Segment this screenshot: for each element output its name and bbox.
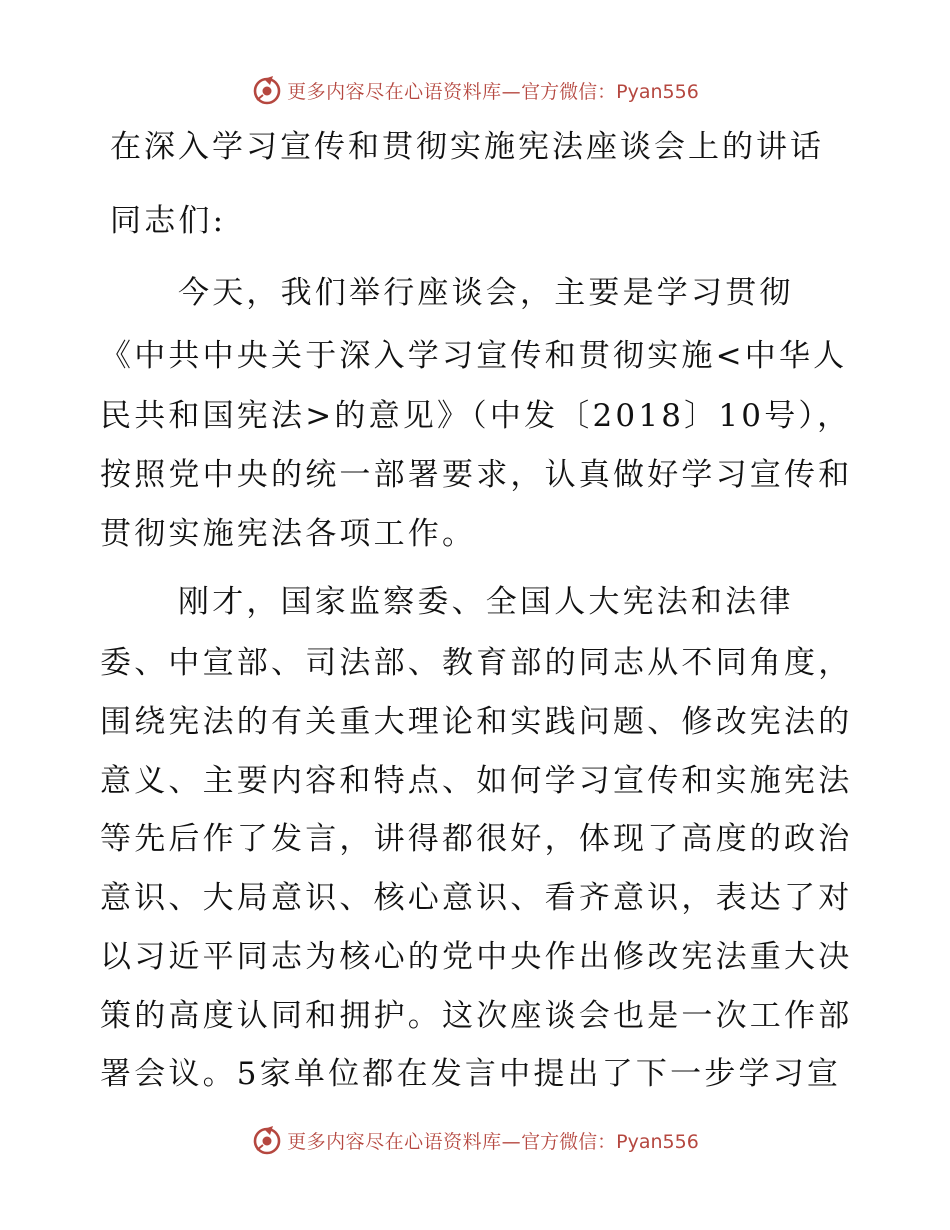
paragraph-2-line: 委、中宣部、司法部、教育部的同志从不同角度， <box>100 645 853 681</box>
watermark-text: 更多内容尽在心语资料库— <box>287 80 522 103</box>
paragraph-1-line: 贯彻实施宪法各项工作。 <box>100 516 477 552</box>
paragraph-1-line: 按照党中央的统一部署要求，认真做好学习宣传和 <box>100 457 853 493</box>
paragraph-2-line: 围绕宪法的有关重大理论和实践问题、修改宪法的 <box>100 704 853 740</box>
paragraph-1-line: 民共和国宪法>的意见》（中发〔2018〕10号）， <box>100 398 852 434</box>
paragraph-2-line: 策的高度认同和拥护。这次座谈会也是一次工作部 <box>100 998 853 1034</box>
paragraph-2-line: 以习近平同志为核心的党中央作出修改宪法重大决 <box>100 939 853 975</box>
document-title: 在深入学习宣传和贯彻实施宪法座谈会上的讲话 <box>110 129 824 165</box>
paragraph-1-line: 《中共中央关于深入学习宣传和贯彻实施<中华人 <box>100 338 848 374</box>
paragraph-2-line: 等先后作了发言，讲得都很好，体现了高度的政治 <box>100 821 853 857</box>
paragraph-2-line: 意识、大局意识、核心意识、看齐意识，表达了对 <box>100 880 853 916</box>
salutation: 同志们: <box>110 203 227 239</box>
paragraph-2-line: 刚才，国家监察委、全国人大宪法和法律 <box>178 584 794 620</box>
footer-watermark <box>0 1122 950 1158</box>
watermark-text: 更多内容尽在心语资料库— <box>287 1130 522 1153</box>
watermark-wechat: 官方微信：Pyan556 <box>521 1130 699 1153</box>
paragraph-2-line: 意义、主要内容和特点、如何学习宣传和实施宪法 <box>100 763 853 799</box>
watermark-wechat: 官方微信：Pyan556 <box>521 80 699 103</box>
paragraph-2-line: 署会议。5家单位都在发言中提出了下一步学习宣 <box>100 1056 842 1092</box>
paragraph-1-line: 今天，我们举行座谈会，主要是学习贯彻 <box>178 275 794 311</box>
quill-seal-logo-icon <box>251 1124 283 1156</box>
